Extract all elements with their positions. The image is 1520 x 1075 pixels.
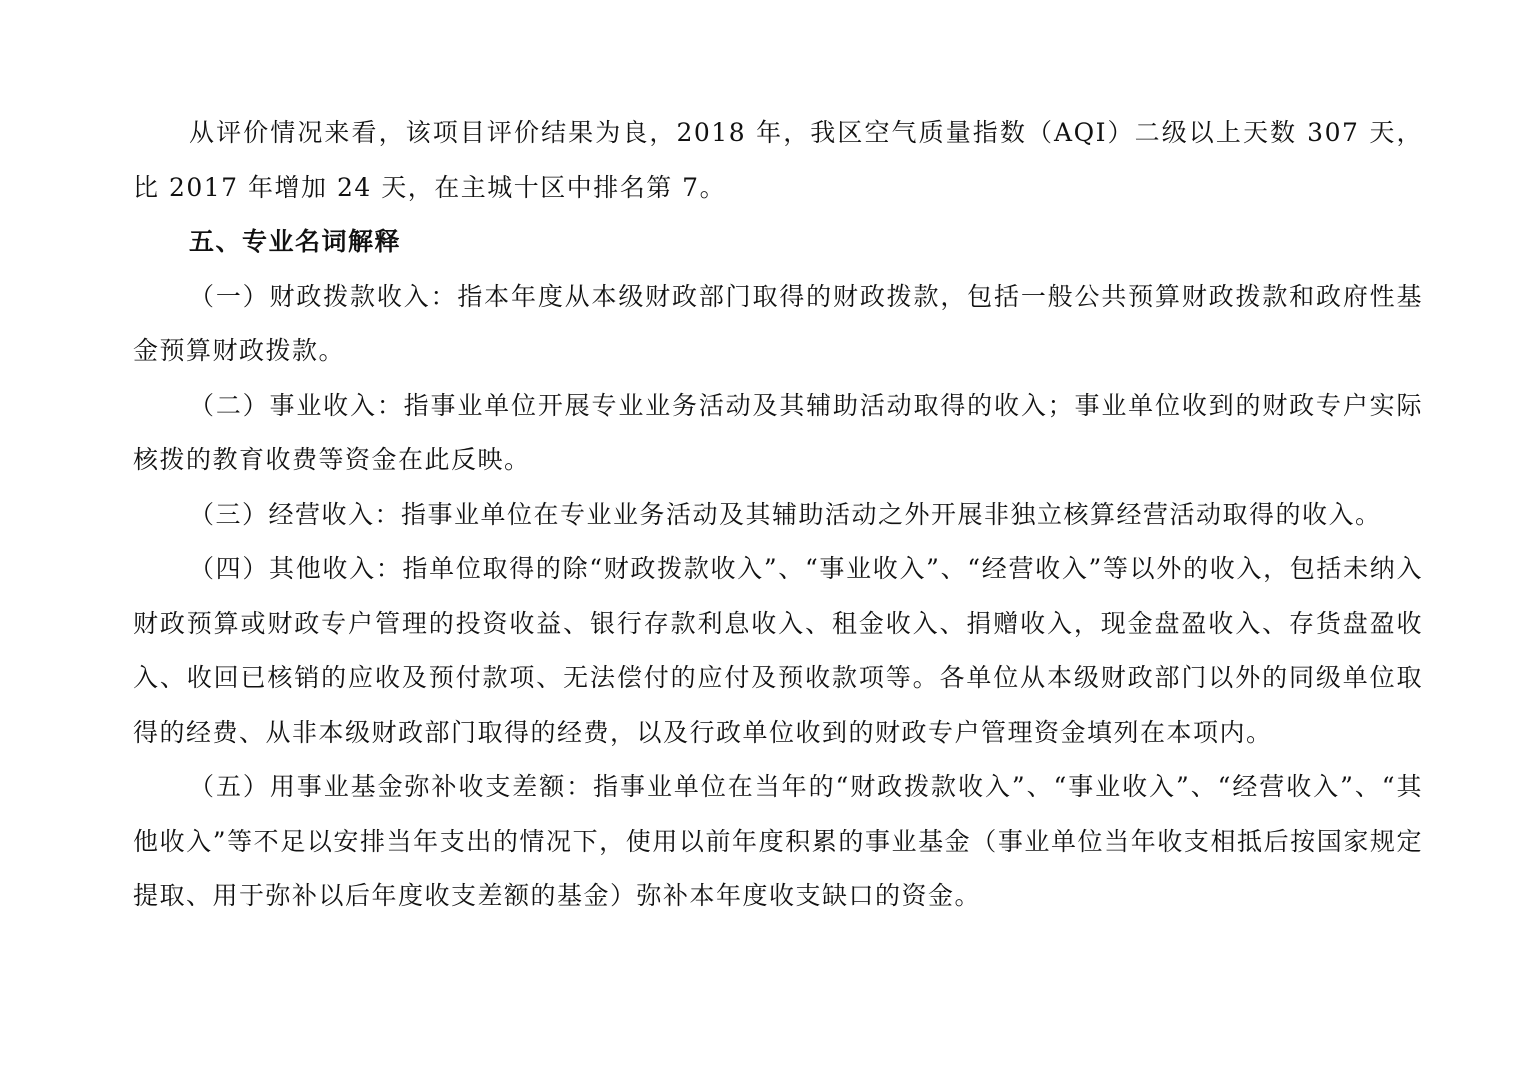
paragraph-term-business-income: （二）事业收入：指事业单位开展专业业务活动及其辅助活动取得的收入；事业单位收到的财政专户实际核拨的教育收费等资金在此反映。 [133,390,1423,474]
paragraph-term-other-income: （四）其他收入：指单位取得的除“财政拨款收入”、“事业收入”、“经营收入”等以外的收入，包括未纳入财政预算或财政专户管理的投资收益、银行存款利息收入、租金收入、捐赠收入，现金盘盈收入、存货盘盈收入、收回已核销的应收及预付款项、无法偿付的应付及预收款项等。各单位从本级财政部门以外的同级单位取得的经费、从非本级财政部门取得的经费，以及行政单位收到的财政专户管理资金填列在本项内。 [133,554,1423,747]
paragraph-term-operating-income: （三）经营收入：指事业单位在专业业务活动及其辅助活动之外开展非独立核算经营活动取得的收入。 [189,499,1382,529]
paragraph-term-fiscal-appropriation: （一）财政拨款收入：指本年度从本级财政部门取得的财政拨款，包括一般公共预算财政拨款和政府性基金预算财政拨款。 [133,281,1423,365]
document-body [133,106,1423,924]
section-heading-terms: 五、专业名词解释 [189,227,402,256]
paragraph-term-business-fund: （五）用事业基金弥补收支差额：指事业单位在当年的“财政拨款收入”、“事业收入”、“经营收入”、“其他收入”等不足以安排当年支出的情况下，使用以前年度积累的事业基金（事业单位当年收支相抵后按国家规定提取、用于弥补以后年度收支差额的基金）弥补本年度收支缺口的资金。 [133,772,1423,910]
paragraph-evaluation-summary: 从评价情况来看，该项目评价结果为良，2018 年，我区空气质量指数（AQI）二级以上天数 307 天，比 2017 年增加 24 天，在主城十区中排名第 7。 [133,118,1423,202]
